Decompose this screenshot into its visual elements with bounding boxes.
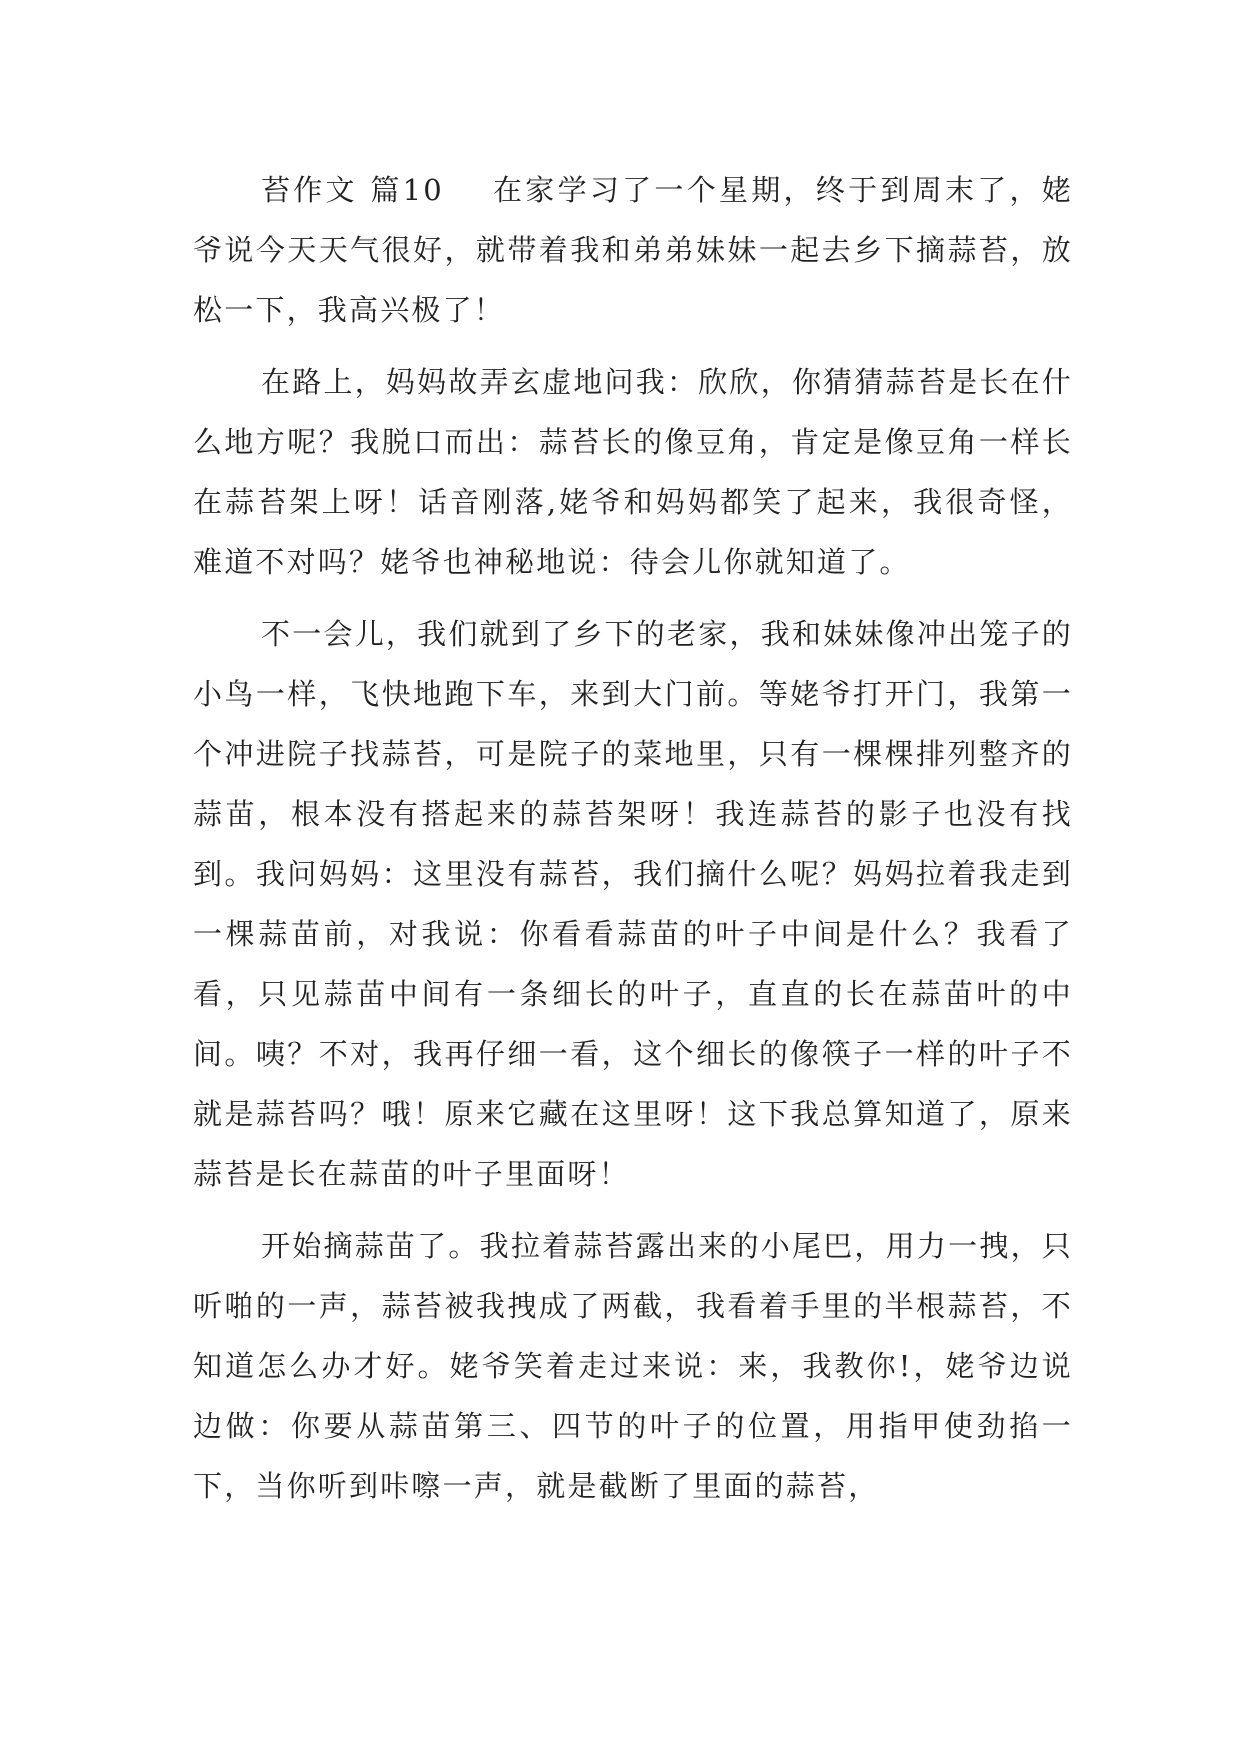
paragraph-2: 在路上，妈妈故弄玄虚地问我：欣欣，你猜猜蒜苔是长在什么地方呢？我脱口而出：蒜苔长的像豆角，肯定是像豆角一样长在蒜苔架上呀！话音刚落,姥爷和妈妈都笑了起来，我很奇怪，难道不对吗？姥爷也神秘地说：待会儿你就知道了。 xyxy=(193,365,1073,579)
paragraph-4: 开始摘蒜苗了。我拉着蒜苔露出来的小尾巴，用力一拽，只听啪的一声，蒜苔被我拽成了两截，我看着手里的半根蒜苔，不知道怎么办才好。姥爷笑着走过来说：来，我教你!，姥爷边说边做：你要从蒜苗第三、四节的叶子的位置，用指甲使劲掐一下，当你听到咔嚓一声，就是截断了里面的蒜苔， xyxy=(193,1229,1073,1503)
paragraph-1-text: 在家学习了一个星期，终于到周末了，姥爷说今天天气很好，就带着我和弟弟妹妹一起去乡下摘蒜苔，放松一下，我高兴极了！ xyxy=(193,173,1073,327)
article-heading: 苔作文 篇10 xyxy=(261,173,444,207)
paragraph-3: 不一会儿，我们就到了乡下的老家，我和妹妹像冲出笼子的小鸟一样，飞快地跑下车，来到大门前。等姥爷打开门，我第一个冲进院子找蒜苔，可是院子的菜地里，只有一棵棵排列整齐的蒜苗，根本没有搭起来的蒜苔架呀！我连蒜苔的影子也没有找到。我问妈妈：这里没有蒜苔，我们摘什么呢？妈妈拉着我走到一棵蒜苗前，对我说：你看看蒜苗的叶子中间是什么？我看了看，只见蒜苗中间有一条细长的叶子，直直的长在蒜苗叶的中间。咦？不对，我再仔细一看，这个细长的像筷子一样的叶子不就是蒜苔吗？哦！原来它藏在这里呀！这下我总算知道了，原来蒜苔是长在蒜苗的叶子里面呀！ xyxy=(193,617,1073,1191)
article-body xyxy=(193,160,1073,1528)
paragraph-1 xyxy=(193,160,1073,340)
